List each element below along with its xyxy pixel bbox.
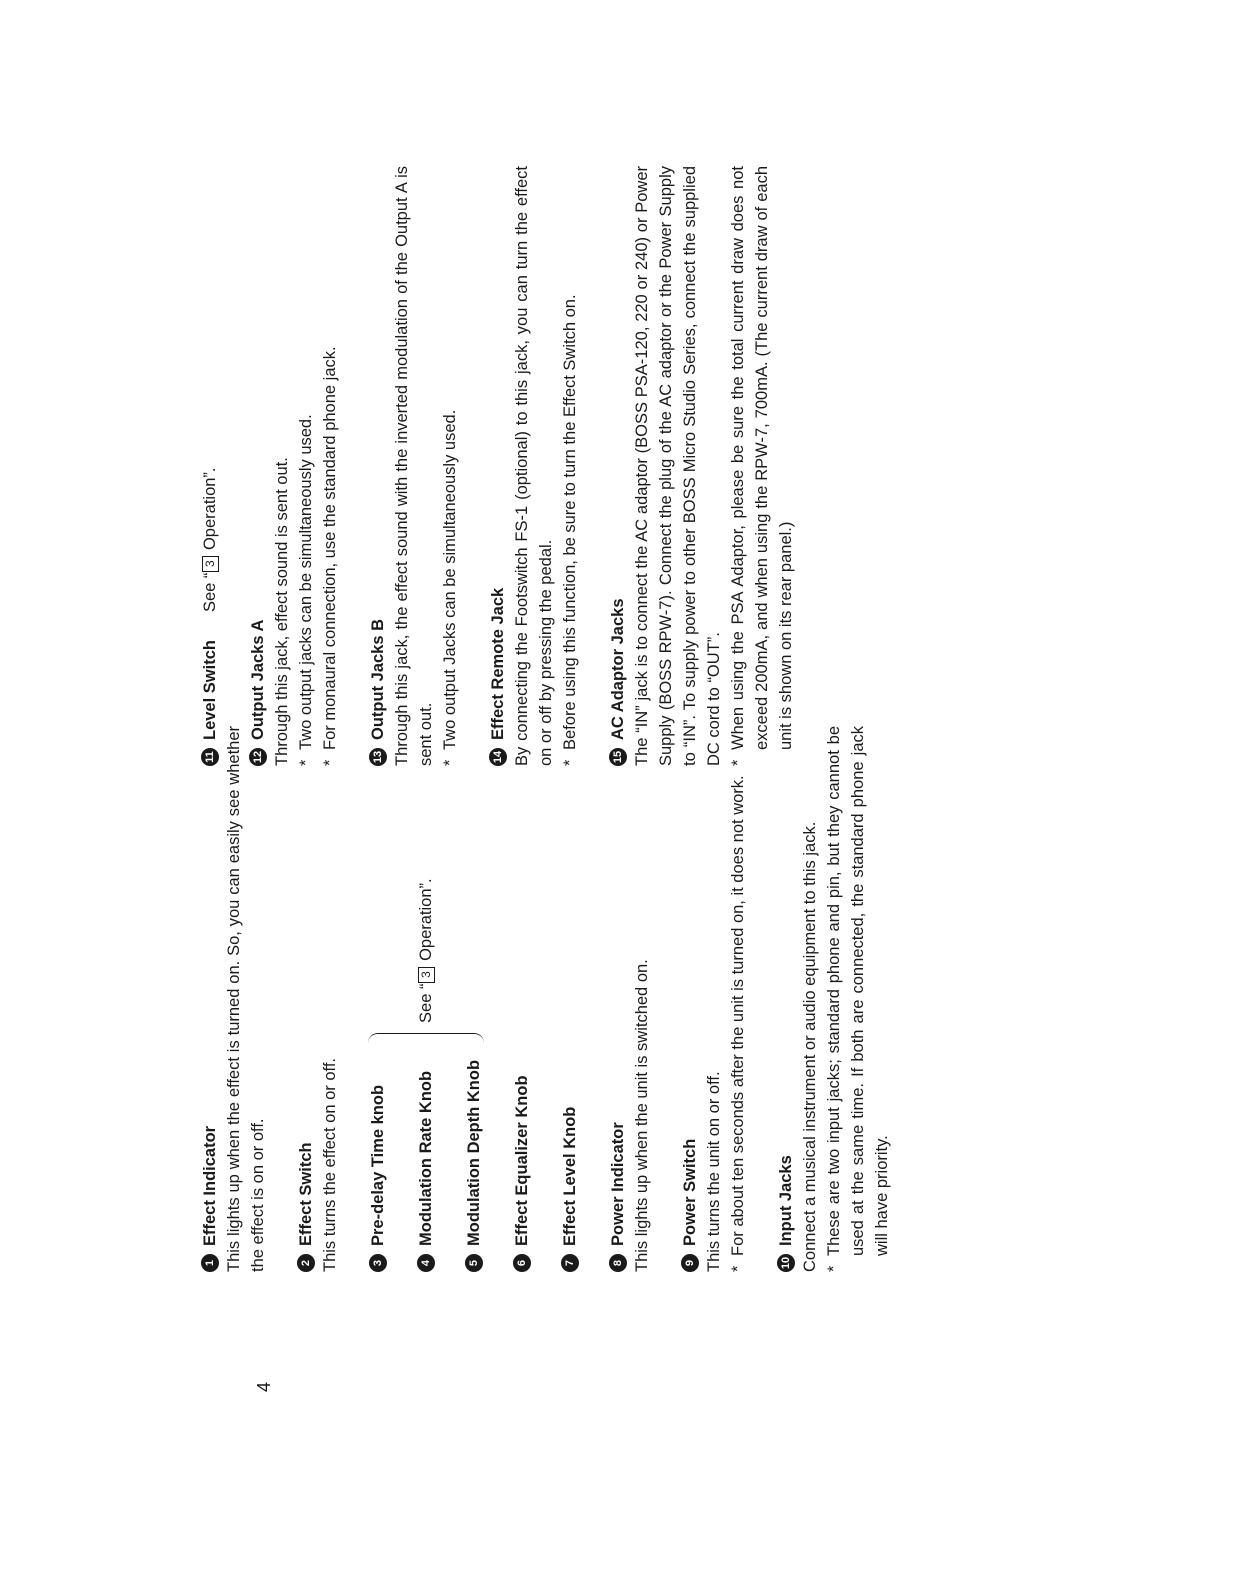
item-title: Effect Remote Jack — [489, 587, 507, 740]
number-badge: 14 — [489, 748, 507, 766]
item-description: By connecting the Footswitch FS-1 (optional) to this jack, you can turn the effect on or off by pressing the pedal. — [513, 166, 555, 766]
item-effect-switch — [294, 726, 342, 1272]
item-title: Output Jacks A — [249, 619, 267, 740]
number-badge: 11 — [201, 748, 219, 766]
item-description: Through this jack, the effect sound with the inverted modulation of the Output A is sent out. — [393, 166, 435, 766]
number-badge: 3 — [369, 1254, 387, 1272]
number-badge: 15 — [609, 748, 627, 766]
number-badge: 12 — [249, 748, 267, 766]
item-power-indicator — [606, 726, 654, 1272]
right-column — [198, 166, 798, 766]
left-column — [198, 726, 894, 1272]
item-mod-rate — [414, 1060, 438, 1272]
number-badge: 5 — [465, 1254, 483, 1272]
item-title: Pre-delay Time knob — [369, 1084, 387, 1246]
number-badge: 13 — [369, 748, 387, 766]
number-badge: 7 — [561, 1254, 579, 1272]
item-title: Level Switch — [201, 640, 219, 740]
item-title: Effect Level Knob — [561, 1106, 579, 1246]
item-title: Modulation Rate Knob — [417, 1070, 435, 1246]
item-level-knob — [558, 726, 582, 1272]
item-level-switch — [198, 166, 222, 766]
item-title: Effect Equalizer Knob — [513, 1075, 531, 1246]
item-eq-knob — [510, 726, 534, 1272]
item-title: Input Jacks — [777, 1155, 795, 1246]
item-pre-delay — [366, 1060, 390, 1272]
item-note: * Before using this function, be sure to turn the Effect Switch on. — [561, 294, 579, 766]
item-description: This turns the effect on or off. — [321, 1057, 339, 1272]
item-note: * These are two input jacks; standard phone and pin, but they cannot be used at the same time. If both are connected, the standard phone jack will have priority. — [825, 726, 891, 1272]
item-description: This turns the unit on or off. — [705, 1071, 723, 1272]
item-effect-remote — [486, 166, 582, 766]
item-output-a — [246, 166, 342, 766]
item-note: * For monaural connection, use the standard phone jack. — [321, 346, 339, 766]
number-badge: 10 — [777, 1254, 795, 1272]
page-number: 4 — [254, 1381, 274, 1392]
knob-group — [366, 726, 486, 1272]
item-note: * When using the PSA Adaptor, please be sure the total current draw does not exceed 200mA, and when using the RPW-7, 700mA. (The current draw of each unit is shown on its rear panel.) — [729, 166, 795, 766]
item-title: Modulation Depth Knob — [465, 1059, 483, 1246]
item-title: Effect Switch — [297, 1142, 315, 1246]
item-power-switch — [678, 726, 750, 1272]
number-badge: 6 — [513, 1254, 531, 1272]
item-input-jacks — [774, 726, 894, 1272]
item-title: AC Adaptor Jacks — [609, 598, 627, 740]
item-note: * Two output jacks can be simultaneously used. — [297, 414, 315, 766]
item-output-b — [366, 166, 462, 766]
item-effect-indicator — [198, 726, 270, 1272]
number-badge: 2 — [297, 1254, 315, 1272]
item-description: Through this jack, effect sound is sent out. — [273, 457, 291, 766]
item-description: Connect a musical instrument or audio equipment to this jack. — [801, 821, 819, 1272]
item-title: Output Jacks B — [369, 618, 387, 740]
item-note: * Two output Jacks can be simultaneously used. — [441, 409, 459, 766]
item-ac-adaptor — [606, 166, 798, 766]
item-description: The “IN” jack is to connect the AC adaptor (BOSS PSA-120, 220 or 240) or Power Supply (BOSS RPW-7). Connect the plug of the AC adaptor or the Power Supply to “IN”. To supply power to other BOSS Micro Studio Series, connect the supplied DC cord to “OUT”. — [633, 166, 723, 766]
item-title: Power Indicator — [609, 1122, 627, 1246]
item-description: This lights up when the unit is switched on. — [633, 959, 651, 1272]
item-mod-depth — [462, 1060, 486, 1272]
number-badge: 8 — [609, 1254, 627, 1272]
item-note: * For about ten seconds after the unit is turned on, it does not work. — [729, 775, 747, 1272]
item-description: This lights up when the effect is turned on. So, you can easily see whether the effect is on or off. — [225, 726, 267, 1272]
number-badge: 9 — [681, 1254, 699, 1272]
number-badge: 1 — [201, 1254, 219, 1272]
item-title: Effect Indicator — [201, 1125, 219, 1246]
group-brace — [368, 1033, 484, 1046]
see-operation-reference: See “3 Operation”. — [417, 878, 435, 1023]
number-badge: 4 — [417, 1254, 435, 1272]
see-operation-reference: See “3 Operation”. — [201, 467, 219, 613]
item-title: Power Switch — [681, 1138, 699, 1246]
